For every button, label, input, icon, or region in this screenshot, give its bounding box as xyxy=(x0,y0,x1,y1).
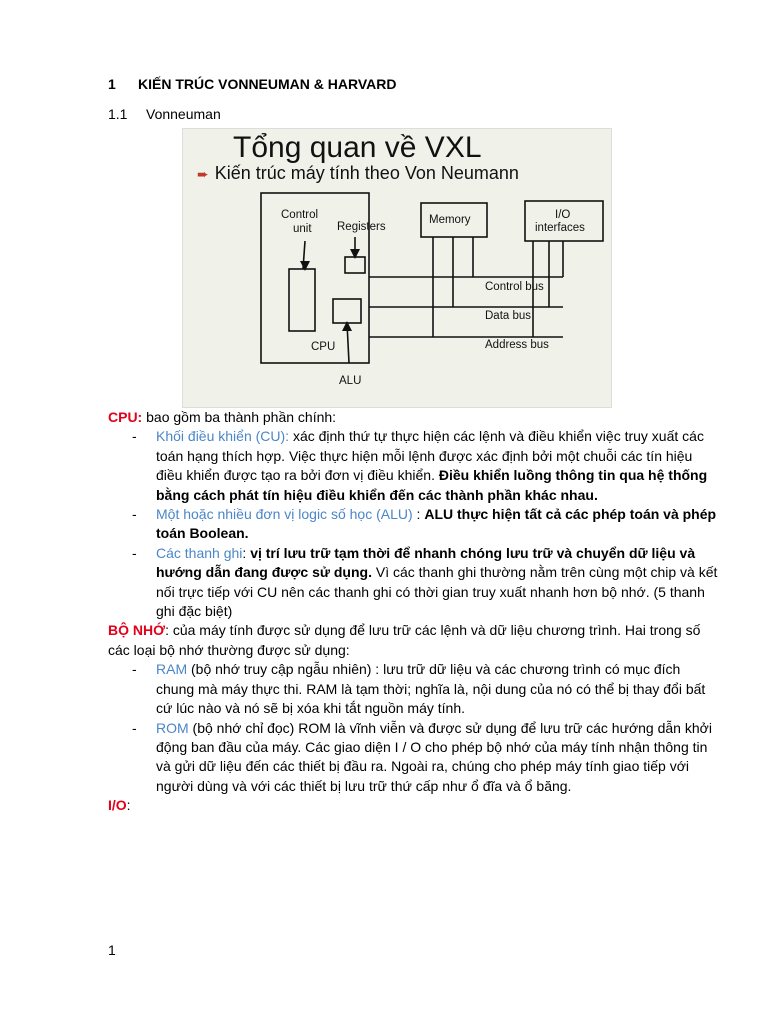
list-item xyxy=(108,660,718,718)
term-registers: Các thanh ghi xyxy=(156,544,243,561)
item-bold-text: ALU thực hiện tất cả các phép toán và phép toán Boolean. xyxy=(156,506,717,542)
item-text: (bộ nhớ truy cập ngẫu nhiên) : lưu trữ dữ liệu và các chương trình có mục đích chung mà máy thực thi. RAM là tạm thời; nghĩa là, nội dung của nó có thể bị thay đổi bất cứ lúc nào và nó sẽ bị xóa khi tắt nguồn máy tính. xyxy=(156,661,706,717)
heading-1-number: 1 xyxy=(108,76,116,92)
item-text: xác định thứ tự thực hiện các lệnh và điều khiển việc truy xuất các toán hạng thích hợp. Việc thực hiện mỗi lệnh được xác định bởi một chuỗi các tín hiệu điều khiển được tạo ra bởi đơn vị điều khiển. xyxy=(156,428,704,484)
item-text: : xyxy=(242,544,251,561)
label-control-bus: Control bus xyxy=(485,281,544,293)
page-number: 1 xyxy=(108,942,116,958)
alu-box xyxy=(333,299,361,323)
io-colon: : xyxy=(126,797,131,814)
memory-intro: : của máy tính được sử dụng để lưu trữ các lệnh và dữ liệu chương trình. Hai trong số các loại bộ nhớ thường được sử dụng: xyxy=(108,622,701,658)
heading-2-text: Vonneuman xyxy=(146,106,221,122)
item-text: (bộ nhớ chỉ đọc) ROM là vĩnh viễn và được sử dụng để lưu trữ các hướng dẫn khởi động ban đầu của máy. Các giao diện I / O cho phép bộ nhớ của máy tính nhận thông tin và gửi dữ liệu đến các thiết bị đầu ra. Ngoài ra, chúng cho phép máy tính giao tiếp với người dùng và với các thiết bị lưu trữ thứ cấp như ổ đĩa và ổ băng. xyxy=(156,719,712,794)
dash-bullet: - xyxy=(132,428,137,445)
heading-1 xyxy=(108,76,397,92)
dash-bullet: - xyxy=(132,719,137,736)
registers-box xyxy=(345,257,365,273)
dash-bullet: - xyxy=(132,661,137,678)
list-item xyxy=(108,505,718,544)
label-control: Control xyxy=(281,209,319,221)
cpu-label: CPU: xyxy=(108,409,143,425)
memory-paragraph xyxy=(108,621,718,660)
label-alu: ALU xyxy=(339,375,362,387)
heading-2-number: 1.1 xyxy=(108,106,128,122)
item-bold-text: vị trí lưu trữ tạm thời để nhanh chóng lưu trữ và chuyển dữ liệu và hướng dẫn đang được sử dụng. xyxy=(156,544,696,581)
von-neumann-diagram-image xyxy=(182,128,612,408)
control-unit-box xyxy=(289,269,315,331)
slide-subtitle-text: Kiến trúc máy tính theo Von Neumann xyxy=(214,163,519,183)
label-cpu: CPU xyxy=(311,341,336,353)
slide-subtitle xyxy=(197,163,519,184)
label-interfaces: interfaces xyxy=(535,222,585,234)
label-registers: Registers xyxy=(337,221,386,233)
item-bold-text: Điều khiển luồng thông tin qua hệ thống bằng cách phát tín hiệu điều khiển đến các thành phần khác nhau. xyxy=(156,467,708,503)
label-io: I/O xyxy=(555,209,571,221)
term-rom: ROM xyxy=(156,719,189,736)
list-item xyxy=(108,719,718,797)
item-tail-text: Vì các thanh ghi thường nằm trên cùng một chip và kết nối trực tiếp với CU nên các thanh ghi có thời gian truy xuất nhanh hơn bộ nhớ. (5 thanh ghi đặc biệt) xyxy=(156,564,718,620)
term-ram: RAM xyxy=(156,661,188,678)
label-unit: unit xyxy=(293,223,312,235)
cpu-paragraph xyxy=(108,408,718,427)
arrow-bullet-icon: ➨ xyxy=(197,166,209,182)
term-alu: Một hoặc nhiều đơn vị logic số học (ALU) xyxy=(156,506,413,523)
io-paragraph xyxy=(108,796,718,815)
slide-title: Tổng quan về VXL xyxy=(233,131,482,164)
heading-1-text: KIẾN TRÚC VONNEUMAN & HARVARD xyxy=(138,76,397,92)
label-address-bus: Address bus xyxy=(485,339,549,351)
cpu-intro: bao gồm ba thành phần chính: xyxy=(142,409,337,425)
heading-2 xyxy=(108,106,221,122)
item-text: : xyxy=(412,506,425,523)
dash-bullet: - xyxy=(132,544,137,561)
label-memory: Memory xyxy=(429,214,471,226)
dash-bullet: - xyxy=(132,506,137,523)
io-label: I/O xyxy=(108,797,127,814)
list-item xyxy=(108,427,718,505)
memory-label: BỘ NHỚ xyxy=(108,622,166,639)
document-body xyxy=(108,408,718,816)
label-data-bus: Data bus xyxy=(485,310,532,322)
list-item xyxy=(108,544,718,622)
term-cu: Khối điều khiển (CU): xyxy=(156,428,290,445)
